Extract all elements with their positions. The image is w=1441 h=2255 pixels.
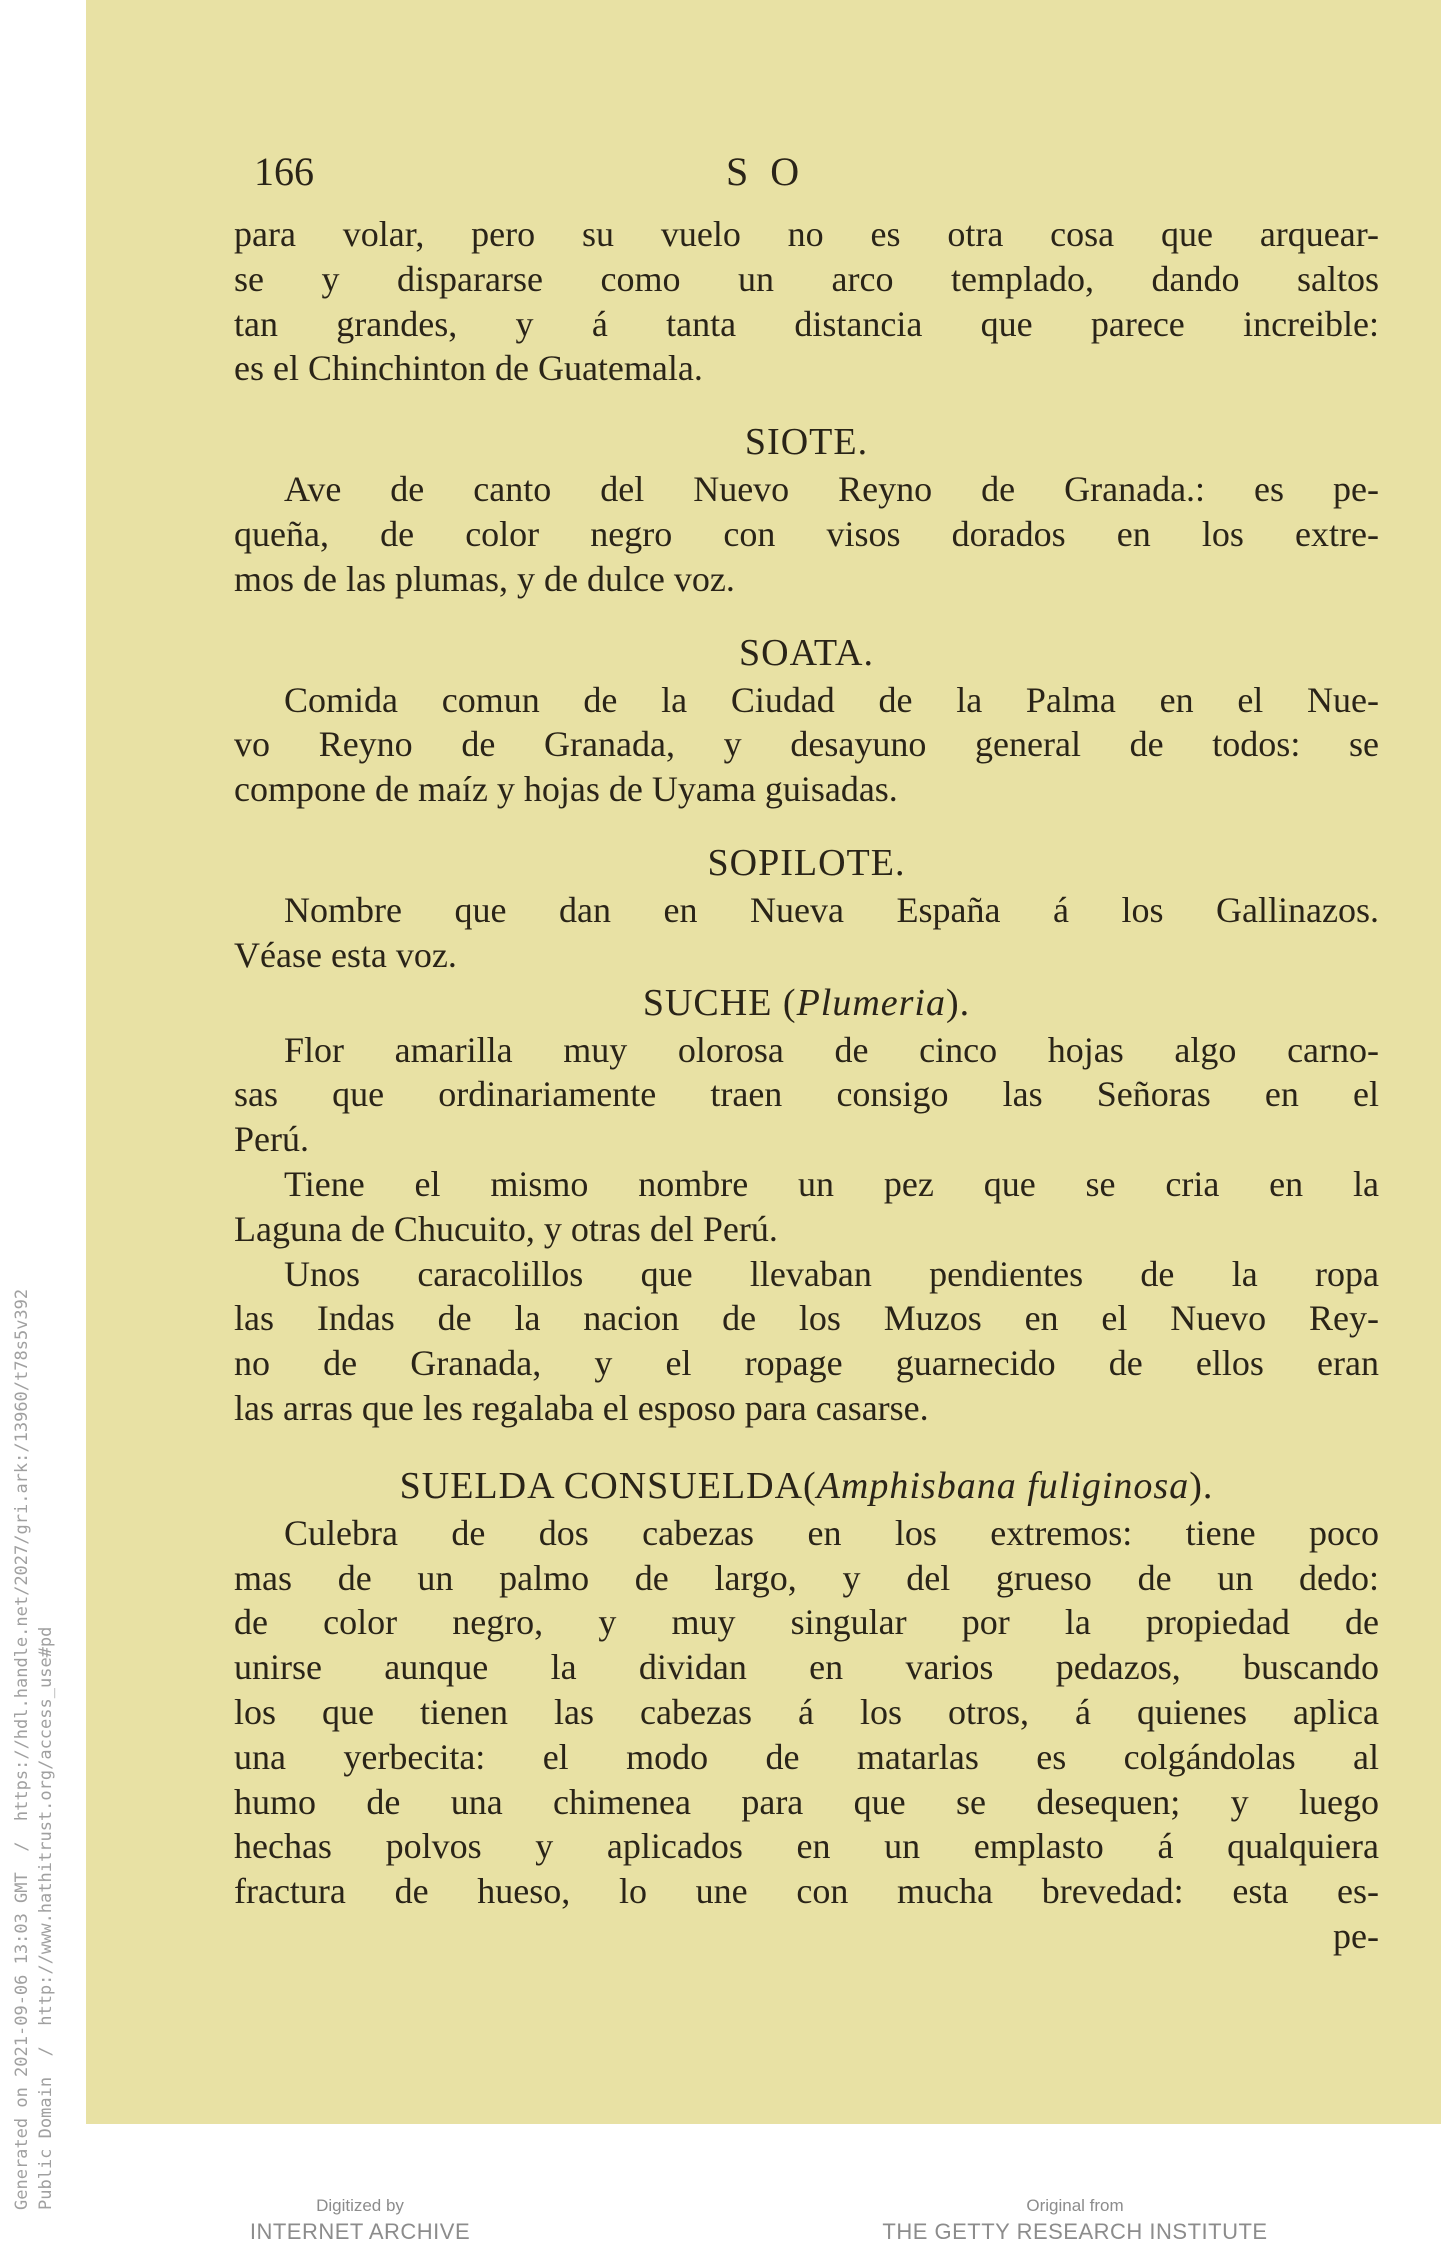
text-line: mos de las plumas, y de dulce voz. (234, 558, 735, 599)
entry-heading-suelda-consuelda (234, 1461, 1379, 1511)
text-line: Unos caracolillos que llevaban pendientes de la ropa (284, 1253, 1379, 1294)
text-line: Véase esta voz. (234, 934, 457, 975)
digitization-footer (0, 2195, 1441, 2255)
digitized-by-block (240, 2195, 480, 2247)
text-line: las Indas de la nacion de los Muzos en el Nuevo Rey- (234, 1298, 1379, 1339)
text-line: los que tienen las cabezas á los otros, á quienes aplica (234, 1691, 1379, 1732)
digitized-by-source: INTERNET ARCHIVE (249, 2219, 471, 2244)
section-spacer (234, 1431, 1379, 1461)
text-line: humo de una chimenea para que se desequen; y luego (234, 1781, 1379, 1822)
entry-heading-siote: SIOTE. (744, 421, 869, 464)
text-line: Laguna de Chucuito, y otras del Perú. (234, 1208, 778, 1249)
text-line: Comida comun de la Ciudad de la Palma en el Nue- (284, 679, 1379, 720)
text-line: fractura de hueso, lo une con mucha brevedad: esta es- (234, 1871, 1379, 1912)
heading-latin-name: Plumeria (796, 981, 946, 1024)
page-header (86, 148, 1441, 198)
heading-latin-name: Amphisbana fuliginosa (816, 1464, 1190, 1507)
text-line: mas de un palmo de largo, y del grueso de un dedo: (234, 1557, 1379, 1598)
text-line: Culebra de dos cabezas en los extremos: tiene poco (284, 1512, 1379, 1553)
text-line: se y dispararse como un arco templado, dando saltos (234, 258, 1379, 299)
text-line: las arras que les regalaba el esposo para casarse. (234, 1387, 929, 1428)
original-from-block (880, 2195, 1270, 2247)
text-line: tan grandes, y á tanta distancia que parece increible: (234, 303, 1379, 344)
text-line: queña, de color negro con visos dorados en los extre- (234, 513, 1379, 554)
scanned-page (86, 0, 1441, 2124)
text-line: para volar, pero su vuelo no es otra cosa que arquear- (234, 214, 1379, 254)
text-line: Nombre que dan en Nueva España á los Gallinazos. (284, 889, 1379, 930)
original-from-source: THE GETTY RESEARCH INSTITUTE (882, 2219, 1268, 2244)
heading-latin-open: ( (803, 1464, 817, 1507)
text-line: es el Chinchinton de Guatemala. (234, 348, 703, 389)
hathitrust-watermark (0, 0, 80, 2255)
page-body (234, 212, 1379, 1959)
page-number: 166 (254, 149, 314, 194)
text-line: Flor amarilla muy olorosa de cinco hojas algo carno- (284, 1029, 1379, 1070)
heading-latin-close: ). (946, 981, 971, 1024)
text-line: compone de maíz y hojas de Uyama guisadas. (234, 769, 898, 810)
heading-term: SUELDA CONSUELDA (399, 1464, 804, 1507)
digitized-by-label: Digitized by (316, 2196, 404, 2215)
heading-latin-close: ). (1189, 1464, 1214, 1507)
catchword: pe- (1333, 1915, 1379, 1956)
watermark-license-line: Public Domain / http://www.hathitrust.org/access_use#pd (36, 1626, 56, 2210)
entry-heading-suche (234, 978, 1379, 1028)
text-line: de color negro, y muy singular por la propiedad de (234, 1602, 1379, 1643)
text-line: Ave de canto del Nuevo Reyno de Granada.: es pe- (284, 469, 1379, 510)
watermark-generated-line: Generated on 2021-09-06 13:03 GMT / https://hdl.handle.net/2027/gri.ark:/13960/t78s5v392 (12, 1288, 32, 2210)
running-head: S O (726, 149, 806, 194)
text-line: unirse aunque la dividan en varios pedazos, buscando (234, 1647, 1379, 1688)
original-from-label: Original from (1026, 2196, 1124, 2215)
text-line: sas que ordinariamente traen consigo las Señoras en el (234, 1074, 1379, 1115)
text-line: Perú. (234, 1119, 309, 1160)
entry-heading-sopilote: SOPILOTE. (707, 841, 906, 884)
heading-term: SUCHE (642, 981, 773, 1024)
text-line: vo Reyno de Granada, y desayuno general de todos: se (234, 724, 1379, 765)
heading-latin-open: ( (782, 981, 797, 1024)
entry-heading-soata: SOATA. (739, 631, 874, 674)
text-line: no de Granada, y el ropage guarnecido de ellos eran (234, 1343, 1379, 1384)
continuation-paragraph (234, 212, 1379, 391)
text-line: hechas polvos y aplicados en un emplasto á qualquiera (234, 1826, 1379, 1867)
text-line: Tiene el mismo nombre un pez que se cria en la (284, 1163, 1379, 1204)
text-line: una yerbecita: el modo de matarlas es colgándolas al (234, 1736, 1379, 1777)
